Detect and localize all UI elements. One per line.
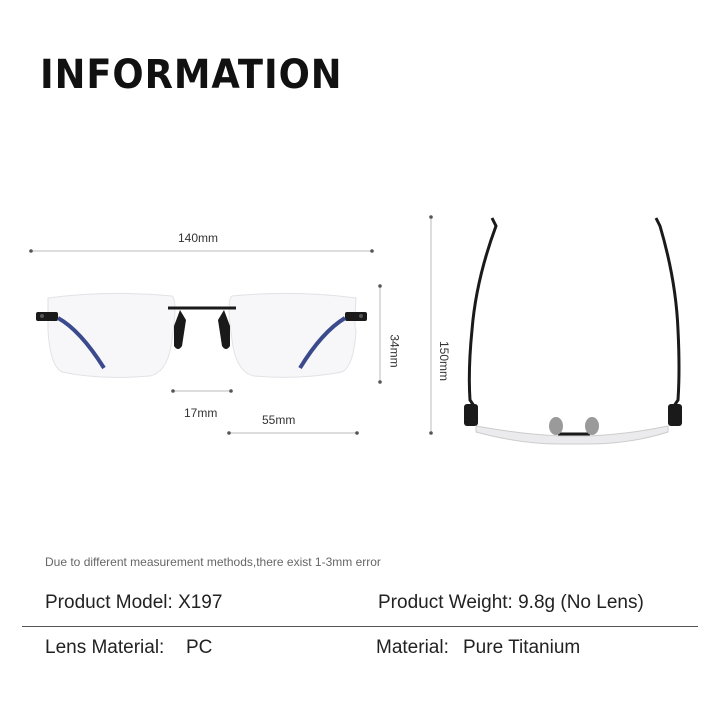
- bridge-dimension-line: [171, 389, 233, 393]
- width-dimension-line: [29, 249, 374, 253]
- left-hinge: [36, 312, 58, 321]
- bridge-width-label: 17mm: [184, 406, 218, 420]
- right-lens: [229, 293, 356, 377]
- lens-material-value: PC: [186, 637, 213, 658]
- temple-length-label: 150mm: [437, 340, 452, 382]
- lens-width-dimension-line: [227, 431, 359, 435]
- glasses-front-view: [36, 293, 367, 377]
- divider: [22, 626, 698, 627]
- total-width-label: 140mm: [178, 231, 219, 245]
- measurement-note: Due to different measurement methods,there exist 1-3mm error: [45, 555, 381, 569]
- material-value: Pure Titanium: [463, 637, 581, 658]
- product-model: Product Model: X197: [45, 592, 223, 613]
- lens-width-label: 55mm: [262, 413, 296, 427]
- top-left-temple: [469, 218, 496, 406]
- glasses-top-view: [464, 218, 682, 444]
- top-right-temple: [656, 218, 679, 406]
- right-hinge: [345, 312, 367, 321]
- temple-length-dimension-line: [429, 215, 433, 435]
- lens-height-label: 34mm: [387, 334, 402, 368]
- material-label: Material:: [376, 637, 449, 658]
- nose-pads: [174, 310, 230, 349]
- lens-height-dimension-line: [378, 284, 382, 384]
- product-weight: Product Weight: 9.8g (No Lens): [378, 592, 644, 613]
- lens-material-label: Lens Material:: [45, 637, 165, 658]
- left-lens: [48, 293, 175, 377]
- page-title: INFORMATION: [40, 52, 343, 98]
